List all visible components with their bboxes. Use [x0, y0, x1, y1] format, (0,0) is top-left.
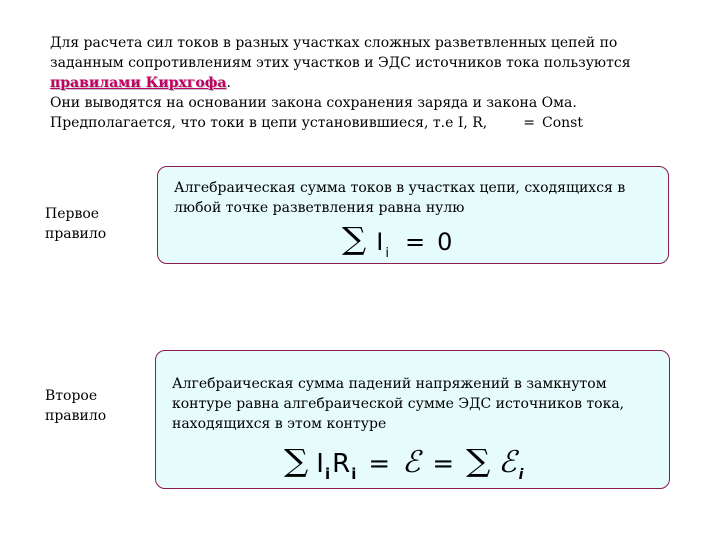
- rule2-text-line2: контуре равна алгебраической сумме ЭДС источников тока,: [172, 396, 625, 412]
- rule2-box: [155, 350, 670, 489]
- rule1-label-line1: Первое: [45, 206, 100, 222]
- rule1-label-line2: правило: [45, 226, 107, 242]
- index-i: i: [351, 465, 357, 483]
- intro-line-5-const: Const: [542, 115, 583, 131]
- rule2-label-line2: правило: [45, 408, 107, 424]
- link-suffix: .: [226, 75, 231, 91]
- zero: 0: [437, 228, 453, 256]
- sum-symbol: ∑: [284, 443, 309, 479]
- equals-sign: =: [432, 449, 455, 479]
- kirchhoff-rules-link[interactable]: правилами Кирхгофа: [50, 75, 227, 91]
- rule1-box: [157, 166, 669, 264]
- equals-sign: =: [368, 449, 391, 479]
- emf-symbol: ℰ: [498, 445, 517, 480]
- rule1-text: [174, 178, 625, 218]
- rule2-text: [172, 374, 624, 434]
- emf-index-i: i: [518, 467, 524, 483]
- index-i: i: [324, 465, 331, 483]
- intro-text: [50, 33, 690, 133]
- rule1-formula: [342, 219, 452, 259]
- rule2-formula: [284, 441, 523, 481]
- rule2-label: [45, 386, 106, 426]
- resistance-symbol: R: [332, 449, 351, 479]
- rule2-text-line3: находящихся в этом контуре: [172, 416, 387, 432]
- current-symbol: I: [376, 228, 384, 256]
- rule1-text-line2: любой точке разветвления равна нулю: [174, 200, 465, 216]
- sum-symbol: ∑: [342, 221, 367, 257]
- equals-sign: =: [404, 228, 426, 256]
- emf-symbol: ℰ: [402, 445, 421, 480]
- intro-line-1: Для расчета сил токов в разных участках сложных разветвленных цепей по: [50, 35, 618, 51]
- index-i: i: [385, 246, 389, 261]
- sum-symbol: ∑: [466, 443, 491, 479]
- rule1-label: [45, 204, 106, 244]
- intro-line-3: [50, 73, 690, 93]
- current-symbol: I: [316, 449, 324, 479]
- rule2-text-line1: Алгебраическая сумма падений напряжений в замкнутом: [172, 376, 607, 392]
- intro-line-5-text: Предполагается, что токи в цепи установившиеся, т.е I, R,: [50, 115, 488, 131]
- intro-line-2: заданным сопротивлениям этих участков и ЭДС источников тока пользуются: [50, 55, 631, 71]
- intro-line-5: [50, 113, 690, 133]
- rule2-label-line1: Второе: [45, 388, 98, 404]
- intro-line-5-eq: =: [523, 115, 535, 131]
- rule1-text-line1: Алгебраическая сумма токов в участках цепи, сходящихся в: [174, 180, 626, 196]
- intro-line-4: Они выводятся на основании закона сохранения заряда и закона Ома.: [50, 95, 577, 111]
